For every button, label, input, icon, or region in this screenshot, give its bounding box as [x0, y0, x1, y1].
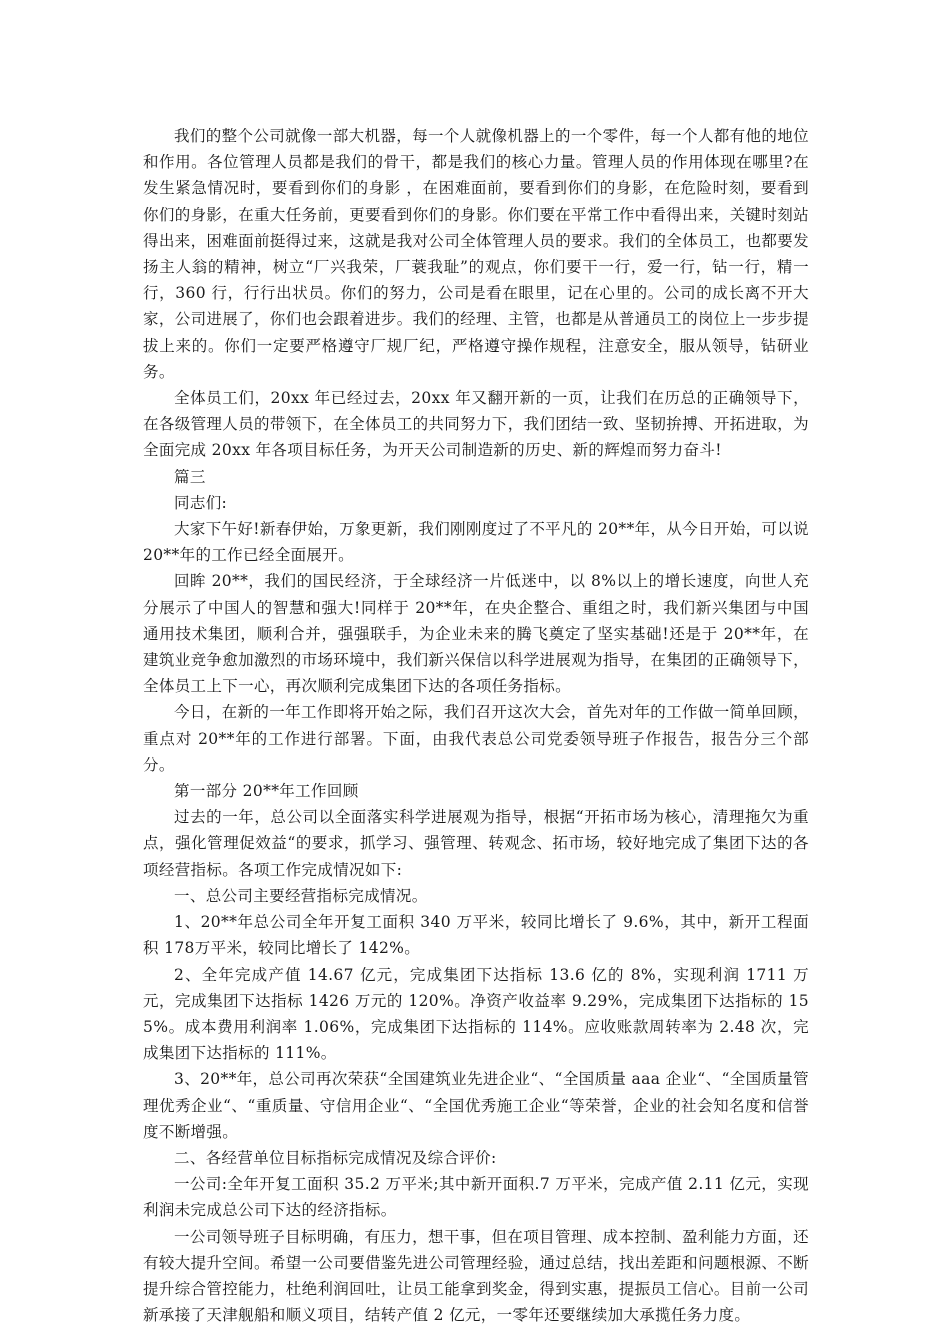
- subsection-heading: 二、各经营单位目标指标完成情况及综合评价:: [174, 1148, 497, 1167]
- document-body: [143, 123, 809, 1328]
- paragraph: 我们的整个公司就像一部大机器，每一个人就像机器上的一个零件，每一个人都有他的地位和作用。各位管理人员都是我们的骨干，都是我们的核心力量。管理人员的作用体现在哪里?在发生紧急情况时，要看到你们的身影 ，在困难面前，要看到你们的身影，在危险时刻，要看到你们的身影，在重大任务前，更要看到你们的身影。你们要在平常工作中看得出来，关键时刻站得出来，困难面前挺得过来，这就是我对公司全体管理人员的要求。我们的全体员工，也都要发扬主人翁的精神，树立“厂兴我荣，厂蓑我耻”的观点，你们要干一行，爱一行，钻一行，精一行，360 行，行行出状员。你们的努力，公司是看在眼里，记在心里的。公司的成长离不开大家，公司进展了，你们也会跟着进步。我们的经理、主管，也都是从普通员工的岗位上一步步提拔上来的。你们一定要严格遵守厂规厂纪，严格遵守操作规程，注意安全，服从领导，钻研业务。: [143, 127, 809, 381]
- subsection-heading: 一、总公司主要经营指标完成情况。: [174, 886, 428, 905]
- list-item: 3、20**年，总公司再次荣获“全国建筑业先进企业“、“全国质量 aaa 企业“、“全国质量管理优秀企业“、“重质量、守信用企业“、“全国优秀施工企业“等荣誉，企业的社会知名度和信誉度不断增强。: [143, 1070, 809, 1141]
- paragraph: 今日，在新的一年工作即将开始之际，我们召开这次大会，首先对年的工作做一简单回顾，重点对 20**年的工作进行部署。下面，由我代表总公司党委领导班子作报告，报告分三个部分。: [143, 703, 809, 774]
- paragraph: 一公司:全年开复工面积 35.2 万平米;其中新开面积.7 万平米，完成产值 2.11 亿元，实现利润未完成总公司下达的经济指标。: [143, 1175, 809, 1220]
- paragraph: 一公司领导班子目标明确，有压力，想干事，但在项目管理、成本控制、盈利能力方面，还有较大提升空间。希望一公司要借鉴先进公司管理经验，通过总结，找出差距和问题根源、不断提升综合管控能力，杜绝利润回吐，让员工能拿到奖金，得到实惠，提振员工信心。目前一公司新承接了天津舰船和顺义项目，结转产值 2 亿元，一零年还要继续加大承揽任务力度。: [143, 1227, 809, 1325]
- list-item: 1、20**年总公司全年开复工面积 340 万平米，较同比增长了 9.6%，其中，新开工程面积 178万平米，较同比增长了 142%。: [143, 913, 809, 958]
- paragraph: 过去的一年，总公司以全面落实科学进展观为指导，根据“开拓市场为核心，清理拖欠为重点，强化管理促效益“的要求，抓学习、强管理、转观念、拓市场，较好地完成了集团下达的各项经营指标。各项工作完成情况如下:: [143, 808, 809, 879]
- paragraph: 回眸 20**，我们的国民经济，于全球经济一片低迷中，以 8%以上的增长速度，向世人充分展示了中国人的智慧和强大!同样于 20**年，在央企整合、重组之时，我们新兴集团与中国通用技术集团，顺利合并，强强联手，为企业未来的腾飞奠定了坚实基础!还是于 20**年，在建筑业竞争愈加激烈的市场环境中，我们新兴保信以科学进展观为指导，在集团的正确领导下，全体员工上下一心，再次顺利完成集团下达的各项任务指标。: [143, 572, 809, 696]
- paragraph: 全体员工们，20xx 年已经过去，20xx 年又翻开新的一页，让我们在历总的正确领导下，在各级管理人员的带领下，在全体员工的共同努力下，我们团结一致、坚韧拚搏、开拓进取，为全面完成 20xx 年各项目标任务，为开天公司制造新的历史、新的辉煌而努力奋斗!: [143, 389, 809, 460]
- section-heading: 第一部分 20**年工作回顾: [174, 782, 359, 801]
- paragraph: 大家下午好!新春伊始，万象更新，我们刚刚度过了不平凡的 20**年，从今日开始，可以说20**年的工作已经全面展开。: [143, 520, 809, 565]
- section-heading: 篇三: [174, 467, 206, 486]
- salutation: 同志们:: [174, 493, 228, 512]
- list-item: 2、全年完成产值 14.67 亿元，完成集团下达指标 13.6 亿的 8%，实现利润 1711 万元，完成集团下达指标 1426 万元的 120%。净资产收益率 9.29%，完成集团下达指标的 155%。成本费用利润率 1.06%，完成集团下达指标的 114%。应收账款周转率为 2.48 次，完成集团下达指标的 111%。: [143, 965, 809, 1063]
